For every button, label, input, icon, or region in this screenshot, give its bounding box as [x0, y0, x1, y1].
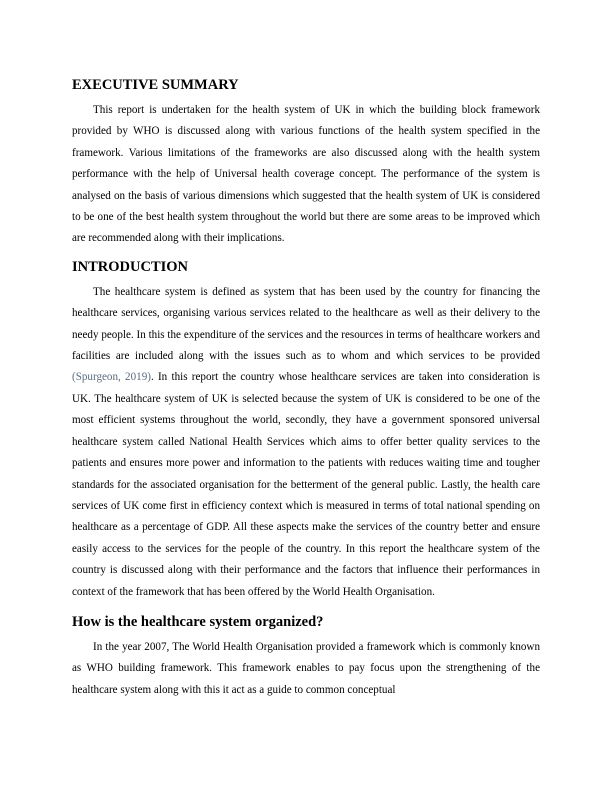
introduction-text-part-2: . In this report the country whose healthcare services are taken into consideration is UK. The healthcare system of UK is selected because the system of UK is considered to be one of the most efficient systems throughout the world, secondly, they have a government sponsored universal healthcare system called National Health Services which aims to offer better quality services to the patients and ensures more power and information to the patients with reduces waiting time and tougher standards for the associated organisation for the betterment of the general public. Lastly, the health care services of UK come first in efficiency context which is measured in terms of total national spending on healthcare as a percentage of GDP. All these aspects make the services of the country better and ensure easily access to the services for the people of the country. In this report the healthcare system of the country is discussed along with their performance and the factors that influence their performances in context of the framework that has been offered by the World Health Organisation. — [72, 371, 540, 598]
introduction-text-part-1: The healthcare system is defined as system that has been used by the country for financing the healthcare services, organising various services related to the healthcare as well as their delivery to the needy people. In this the expenditure of the services and the resources in terms of healthcare workers and facilities are included along with the issues such as to whom and which services to be provided — [72, 285, 540, 363]
executive-summary-section — [72, 76, 540, 250]
healthcare-organization-heading: How is the healthcare system organized? — [72, 613, 324, 630]
document-body — [72, 76, 540, 705]
executive-summary-paragraph: This report is undertaken for the health system of UK in which the building block framework provided by WHO is discussed along with various functions of the health system specified in the framework. Various limitations of the frameworks are also discussed along with the health system performance with the help of Universal health coverage concept. The performance of the system is analysed on the basis of various dimensions which suggested that the health system of UK is considered to be one of the best health system throughout the world but there are some areas to be improved which are recommended along with their implications. — [72, 104, 540, 245]
introduction-section — [72, 258, 540, 603]
healthcare-organization-paragraph: In the year 2007, The World Health Organisation provided a framework which is commonly known as WHO building framework. This framework enables to pay focus upon the strengthening of the healthcare system along with this it act as a guide to common conceptual — [72, 640, 540, 696]
executive-summary-heading: EXECUTIVE SUMMARY — [72, 77, 239, 93]
introduction-heading: INTRODUCTION — [72, 258, 189, 275]
healthcare-organization-section — [72, 613, 540, 701]
introduction-paragraph — [72, 282, 540, 603]
citation-spurgeon-2019: (Spurgeon, 2019) — [72, 371, 151, 384]
